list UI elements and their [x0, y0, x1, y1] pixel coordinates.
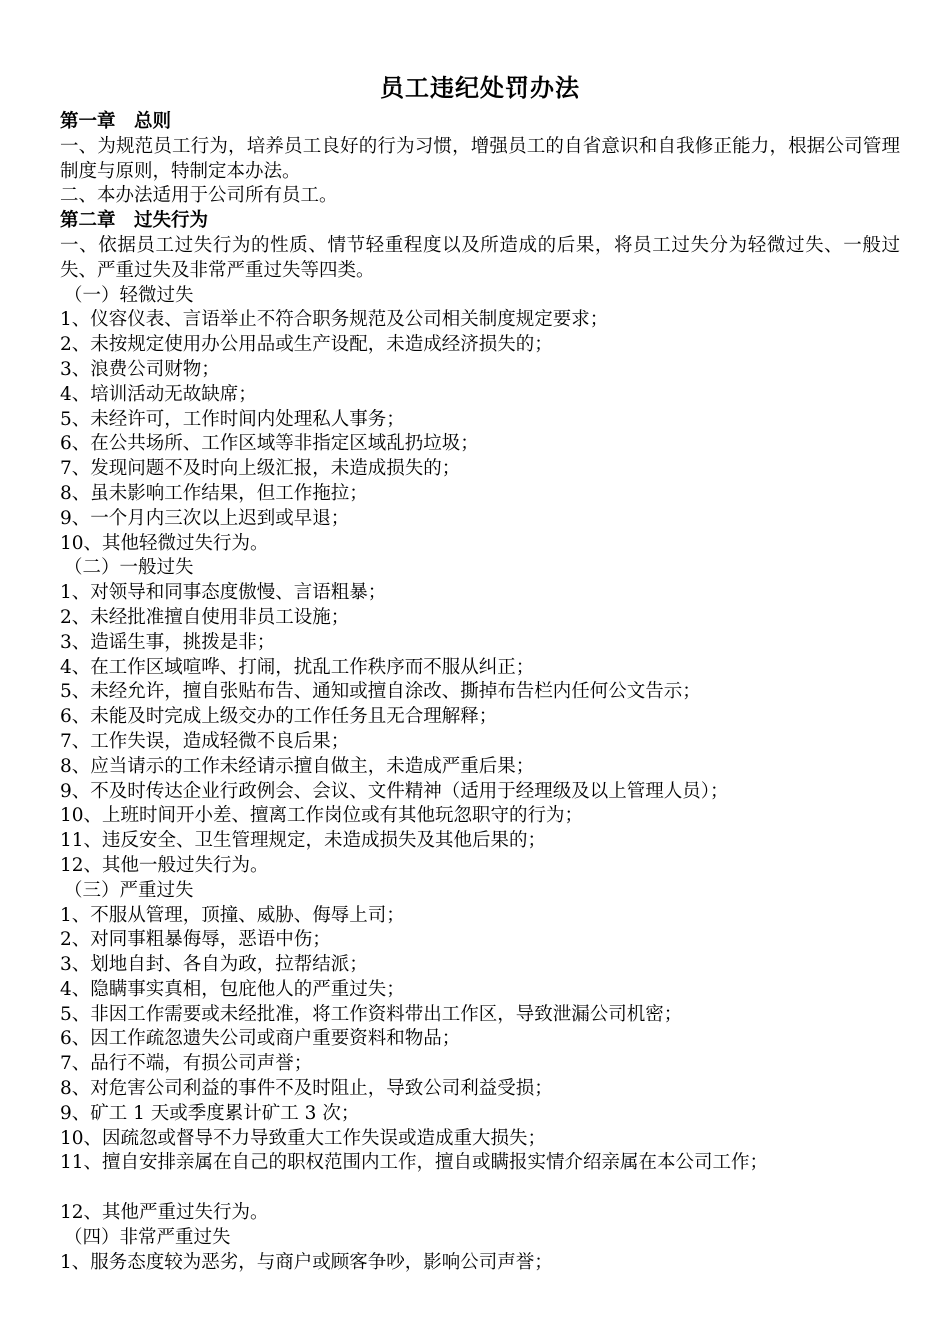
paragraph-line: 10、上班时间开小差、擅离工作岗位或有其他玩忽职守的行为；	[60, 805, 584, 827]
paragraph-line: 4、培训活动无故缺席；	[60, 383, 257, 405]
paragraph-line: 一、为规范员工行为，培养员工良好的行为习惯，增强员工的自省意识和自我修正能力，根据公司管理制度与原则，特制定本办法。	[60, 135, 900, 182]
paragraph-line: 1、对领导和同事态度傲慢、言语粗暴；	[60, 582, 387, 604]
paragraph-line: 5、未经允许，擅自张贴布告、通知或擅自涂改、撕掉布告栏内任何公文告示；	[60, 681, 701, 703]
paragraph-line: 11、违反安全、卫生管理规定，未造成损失及其他后果的；	[60, 830, 547, 852]
paragraph-line: 1、服务态度较为恶劣，与商户或顾客争吵，影响公司声誉；	[60, 1251, 553, 1273]
paragraph-line: 8、虽未影响工作结果，但工作拖拉；	[60, 482, 368, 504]
document-title: 员工违纪处罚办法	[380, 74, 580, 102]
paragraph-line: 4、隐瞒事实真相，包庇他人的严重过失；	[60, 978, 405, 1000]
paragraph-line: 6、在公共场所、工作区域等非指定区域乱扔垃圾；	[60, 433, 479, 455]
section-heading: （二）一般过失	[64, 557, 194, 579]
paragraph-line: 7、品行不端，有损公司声誉；	[60, 1053, 313, 1075]
paragraph-line: 7、工作失误，造成轻微不良后果；	[60, 730, 350, 752]
paragraph-line: 3、浪费公司财物；	[60, 358, 220, 380]
paragraph-line: 8、应当请示的工作未经请示擅自做主，未造成严重后果；	[60, 755, 535, 777]
chapter-heading: 第二章 过失行为	[60, 210, 209, 232]
paragraph-line: 10、其他轻微过失行为。	[60, 532, 269, 554]
paragraph-line: 6、因工作疏忽遗失公司或商户重要资料和物品；	[60, 1028, 461, 1050]
paragraph-line: 9、不及时传达企业行政例会、会议、文件精神（适用于经理级及以上管理人员）；	[60, 780, 729, 802]
section-heading: （三）严重过失	[64, 879, 194, 901]
paragraph-line: 10、因疏忽或督导不力导致重大工作失误或造成重大损失；	[60, 1127, 547, 1149]
paragraph-line: 1、不服从管理，顶撞、威胁、侮辱上司；	[60, 904, 405, 926]
paragraph-line: 5、未经许可，工作时间内处理私人事务；	[60, 408, 405, 430]
paragraph-line: 2、未经批准擅自使用非员工设施；	[60, 606, 350, 628]
paragraph-line: 1、仪容仪表、言语举止不符合职务规范及公司相关制度规定要求；	[60, 309, 609, 331]
paragraph-line: 6、未能及时完成上级交办的工作任务且无合理解释；	[60, 706, 498, 728]
paragraph-line: 8、对危害公司利益的事件不及时阻止，导致公司利益受损；	[60, 1078, 553, 1100]
paragraph-line: 3、划地自封、各自为政，拉帮结派；	[60, 954, 368, 976]
document-page	[60, 0, 900, 1275]
paragraph-line: 2、未按规定使用办公用品或生产设配，未造成经济损失的；	[60, 334, 553, 356]
blank-line	[60, 1176, 900, 1201]
paragraph-line: 二、本办法适用于公司所有员工。	[60, 185, 338, 207]
paragraph-line: 5、非因工作需要或未经批准，将工作资料带出工作区，导致泄漏公司机密；	[60, 1003, 683, 1025]
section-heading: （四）非常严重过失	[64, 1226, 231, 1248]
paragraph-line: 4、在工作区域喧哗、打闹，扰乱工作秩序而不服从纠正；	[60, 656, 535, 678]
paragraph-line: 7、发现问题不及时向上级汇报，未造成损失的；	[60, 458, 461, 480]
paragraph-line: 3、造谣生事，挑拨是非；	[60, 631, 276, 653]
chapter-heading: 第一章 总则	[60, 111, 172, 132]
section-heading: （一）轻微过失	[64, 284, 194, 306]
paragraph-line: 9、矿工 1 天或季度累计矿工 3 次；	[60, 1102, 360, 1124]
document-body	[60, 110, 900, 1275]
paragraph-line: 12、其他一般过失行为。	[60, 854, 269, 876]
paragraph-line: 11、擅自安排亲属在自己的职权范围内工作，擅自或瞒报实情介绍亲属在本公司工作；	[60, 1152, 769, 1174]
paragraph-line: 12、其他严重过失行为。	[60, 1202, 269, 1224]
paragraph-line: 9、一个月内三次以上迟到或早退；	[60, 507, 350, 529]
paragraph-line: 2、对同事粗暴侮辱，恶语中伤；	[60, 929, 331, 951]
paragraph-line: 一、依据员工过失行为的性质、情节轻重程度以及所造成的后果，将员工过失分为轻微过失、一般过失、严重过失及非常严重过失等四类。	[60, 234, 900, 281]
